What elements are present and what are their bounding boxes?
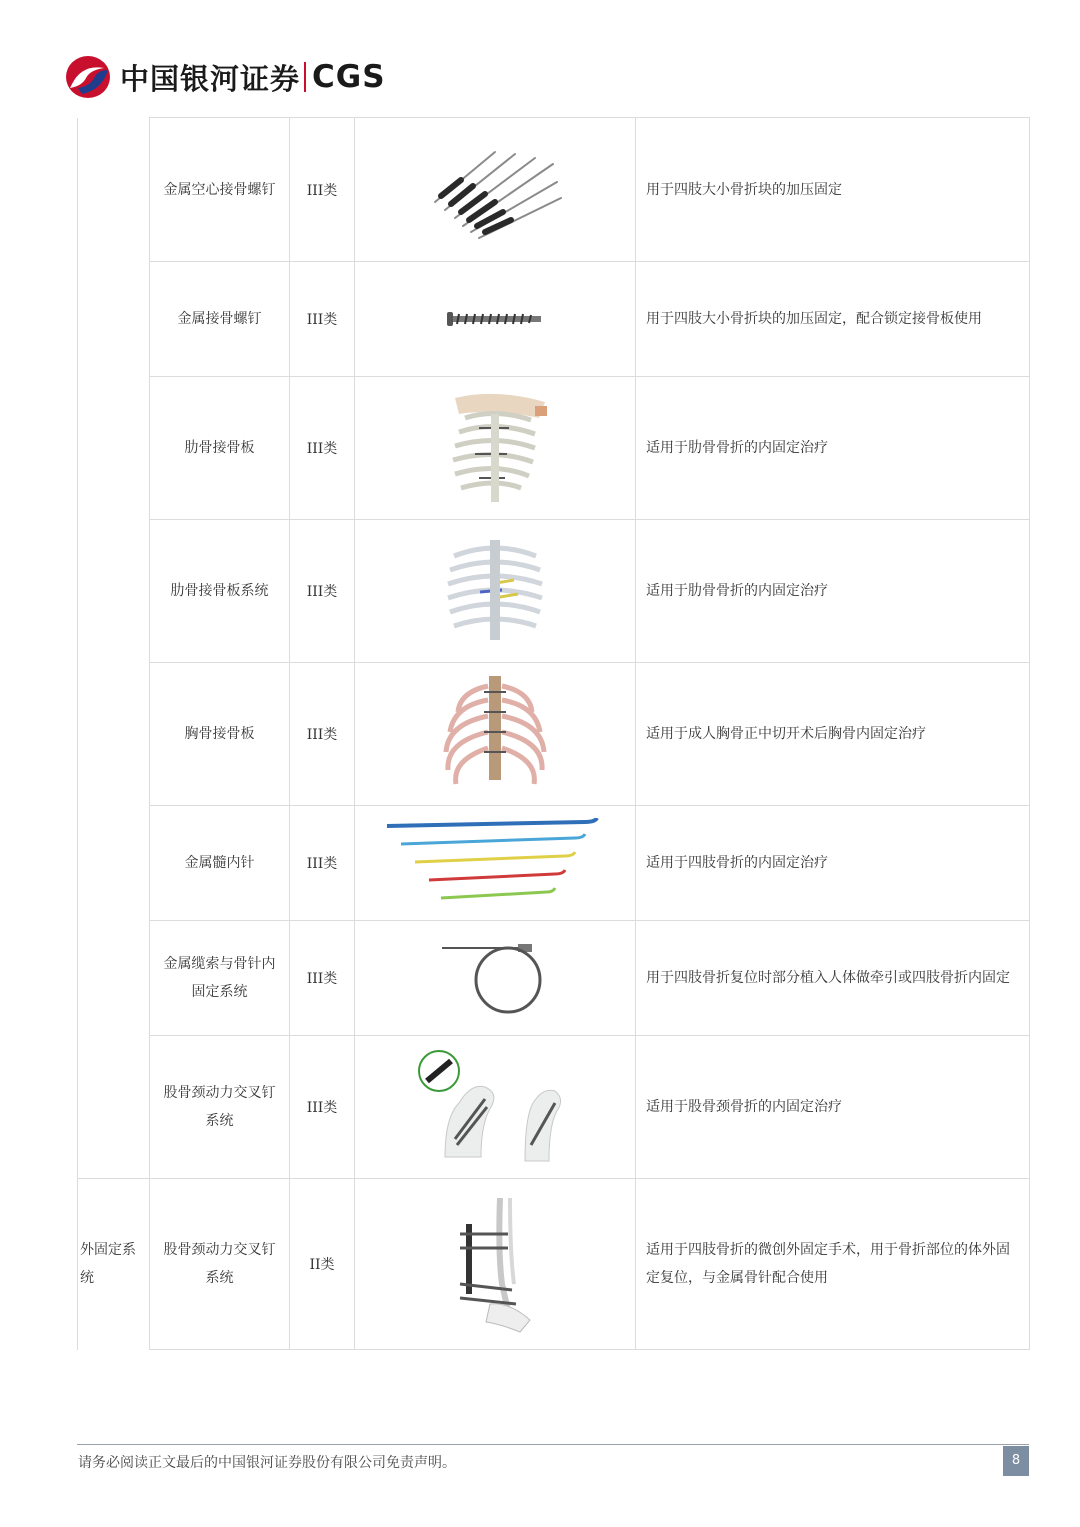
- table-row: [78, 921, 1030, 1036]
- brand-en: CGS: [312, 59, 386, 95]
- sternum-plate-image: [355, 663, 636, 806]
- table-row: [78, 1179, 1030, 1350]
- product-name: 胸骨接骨板: [150, 663, 290, 806]
- product-table: [77, 117, 1030, 1350]
- table-row: [78, 806, 1030, 921]
- product-name: 肋骨接骨板: [150, 377, 290, 520]
- company-logo: [64, 52, 386, 102]
- brand-separator: [304, 62, 306, 92]
- product-description: 适用于成人胸骨正中切开术后胸骨内固定治疗: [636, 663, 1030, 806]
- cgs-logo-icon: [64, 54, 112, 100]
- product-description: 适用于肋骨骨折的内固定治疗: [636, 520, 1030, 663]
- category-cell: [78, 520, 150, 663]
- product-name: 金属空心接骨螺钉: [150, 118, 290, 262]
- brand-cn: 中国银河证券: [120, 61, 301, 96]
- product-description: 适用于四肢骨折的内固定治疗: [636, 806, 1030, 921]
- femoral-neck-nail-image: [355, 1036, 636, 1179]
- category-cell: [78, 921, 150, 1036]
- table-row: [78, 262, 1030, 377]
- product-class: III类: [290, 377, 355, 520]
- product-name: 金属缆索与骨针内固定系统: [150, 921, 290, 1036]
- product-class: III类: [290, 118, 355, 262]
- table-row: [78, 377, 1030, 520]
- category-cell: [78, 663, 150, 806]
- product-name: 股骨颈动力交叉钉系统: [150, 1179, 290, 1350]
- product-class: III类: [290, 1036, 355, 1179]
- product-description: 适用于股骨颈骨折的内固定治疗: [636, 1036, 1030, 1179]
- product-class: III类: [290, 921, 355, 1036]
- product-name: 肋骨接骨板系统: [150, 520, 290, 663]
- category-cell: [78, 377, 150, 520]
- category-cell: 外固定系统: [78, 1179, 150, 1350]
- footer-divider: [77, 1444, 1029, 1445]
- product-class: III类: [290, 806, 355, 921]
- cable-system-image: [355, 921, 636, 1036]
- table-row: [78, 118, 1030, 262]
- category-cell: [78, 118, 150, 262]
- category-cell: [78, 806, 150, 921]
- category-cell: [78, 1036, 150, 1179]
- product-name: 股骨颈动力交叉钉系统: [150, 1036, 290, 1179]
- page-number: 8: [1003, 1446, 1029, 1476]
- category-cell: [78, 262, 150, 377]
- product-description: 用于四肢大小骨折块的加压固定，配合锁定接骨板使用: [636, 262, 1030, 377]
- product-class: II类: [290, 1179, 355, 1350]
- external-fixator-image: [355, 1179, 636, 1350]
- product-name: 金属接骨螺钉: [150, 262, 290, 377]
- bone-screw-image: [355, 262, 636, 377]
- product-description: 适用于肋骨骨折的内固定治疗: [636, 377, 1030, 520]
- cannulated-screws-image: [355, 118, 636, 262]
- rib-plate-system-image: [355, 520, 636, 663]
- product-class: III类: [290, 262, 355, 377]
- intramedullary-nails-image: [355, 806, 636, 921]
- rib-plate-image: [355, 377, 636, 520]
- product-class: III类: [290, 520, 355, 663]
- product-description: 适用于四肢骨折的微创外固定手术，用于骨折部位的体外固定复位，与金属骨针配合使用: [636, 1179, 1030, 1350]
- table-row: [78, 1036, 1030, 1179]
- product-name: 金属髓内针: [150, 806, 290, 921]
- table-row: [78, 520, 1030, 663]
- product-class: III类: [290, 663, 355, 806]
- product-description: 用于四肢骨折复位时部分植入人体做牵引或四肢骨折内固定: [636, 921, 1030, 1036]
- table-row: [78, 663, 1030, 806]
- product-description: 用于四肢大小骨折块的加压固定: [636, 118, 1030, 262]
- footer-disclaimer: 请务必阅读正文最后的中国银河证券股份有限公司免责声明。: [78, 1455, 456, 1471]
